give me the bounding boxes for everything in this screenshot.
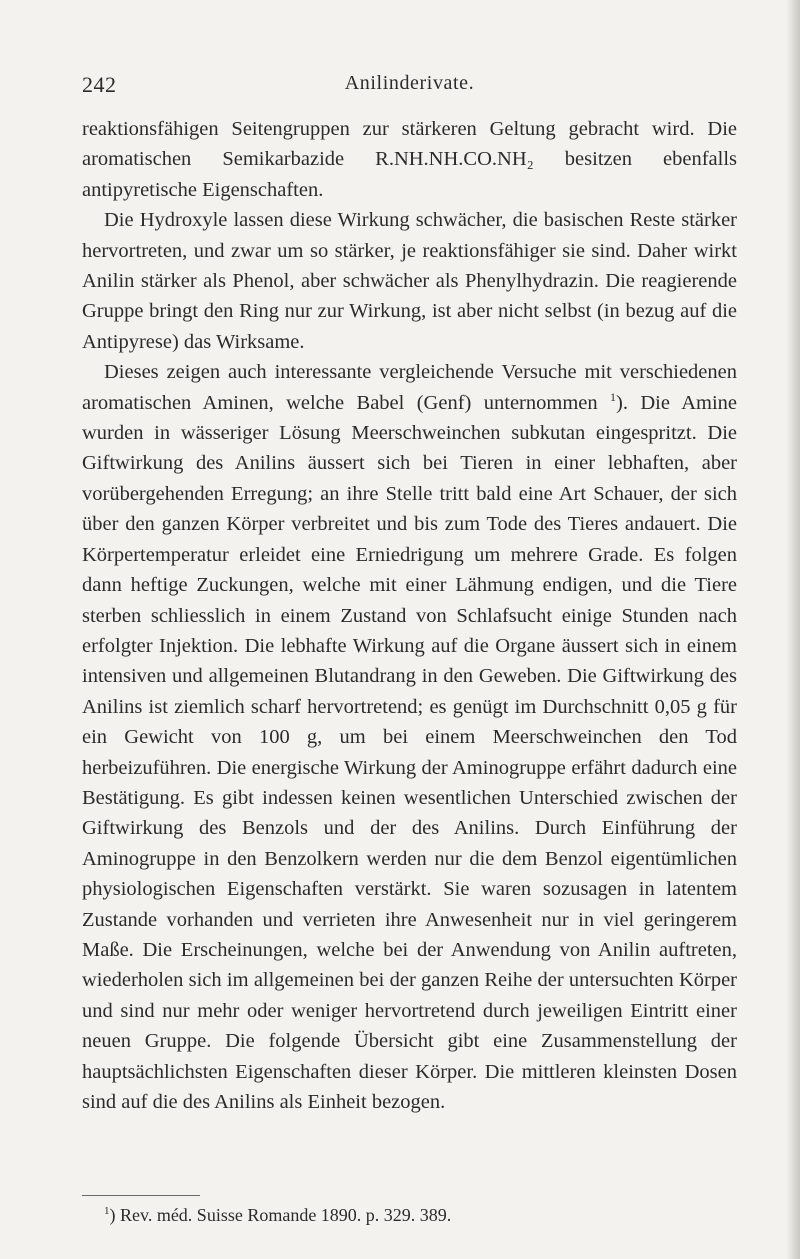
- footnote-divider: [82, 1195, 200, 1196]
- footnote-reference: 1: [610, 389, 617, 404]
- body-text: [82, 114, 737, 1117]
- footnote: [104, 1203, 737, 1227]
- paragraph-3-text-before-note: Dieses zeigen auch interessante vergleichende Versuche mit verschiedenen aromatischen Aminen, welche Babel (Genf) unternommen: [82, 361, 737, 414]
- paragraph-3: [82, 357, 737, 1117]
- footnote-text: ) Rev. méd. Suisse Romande 1890. p. 329. 389.: [109, 1205, 452, 1225]
- page-number: 242: [82, 72, 117, 97]
- page-edge-shadow: [786, 0, 800, 1259]
- footnote-marker: 1: [104, 1205, 110, 1217]
- paragraph-3-text-after-note: ). Die Amine wurden in wässeriger Lösung Meerschweinchen subkutan eingespritzt. Die Giftwirkung des Anilins äussert sich bei Tieren in einer lebhaften, aber vorübergehenden Erregung; an ihre Stelle tritt bald eine Art Schauer, der sich über den ganzen Körper verbreitet und bis zum Tode des Tieres andauert. Die Körpertemperatur erleidet eine Erniedrigung um mehrere Grade. Es folgen dann heftige Zuckungen, welche mit einer Lähmung endigen, und die Tiere sterben schliesslich in einem Zustand von Schlafsucht einige Stunden nach erfolgter Injektion. Die lebhafte Wirkung auf die Organe äussert sich in einem intensiven und allgemeinen Blutandrang in den Geweben. Die Giftwirkung des Anilins ist ziemlich scharf hervortretend; es genügt im Durchschnitt 0,05 g für ein Gewicht von 100 g, um bei einem Meerschweinchen den Tod herbeizuführen. Die energische Wirkung der Aminogruppe erfährt dadurch eine Bestätigung. Es gibt indessen keinen wesentlichen Unterschied zwischen der Giftwirkung des Benzols und der des Anilins. Durch Einführung der Aminogruppe in den Benzolkern werden nur die dem Benzol eigentümlichen physiologischen Eigenschaften verstärkt. Sie waren sozusagen in latentem Zustande vorhanden und verrieten ihre Anwesenheit nur in viel geringerem Maße. Die Erscheinungen, welche bei der Anwendung von Anilin auftreten, wiederholen sich im allgemeinen bei der ganzen Reihe der untersuchten Körper und sind nur mehr oder weniger hervortretend durch jeweiligen Eintritt einer neuen Gruppe. Die folgende Übersicht gibt eine Zusammenstellung der hauptsächlichsten Eigenschaften dieser Körper. Die mittleren kleinsten Dosen sind auf die des Anilins als Einheit bezogen.: [82, 391, 738, 1113]
- paragraph-2: Die Hydroxyle lassen diese Wirkung schwächer, die basischen Reste stärker hervortreten, und zwar um so stärker, je reaktionsfähiger sie sind. Daher wirkt Anilin stärker als Phenol, aber schwächer als Phenylhydrazin. Die reagierende Gruppe bringt den Ring nur zur Wirkung, ist aber nicht selbst (in bezug auf die Antipyrese) das Wirksame.: [82, 209, 737, 353]
- page-header: [82, 72, 737, 102]
- paragraph-1: reaktionsfähigen Seitengruppen zur stärkeren Geltung gebracht wird. Die aromatischen Semikarbazide R.NH.NH.CO.NH₂ besitzen ebenfalls antipyretische Eigenschaften.: [82, 118, 737, 201]
- running-title: Anilinderivate.: [344, 72, 475, 94]
